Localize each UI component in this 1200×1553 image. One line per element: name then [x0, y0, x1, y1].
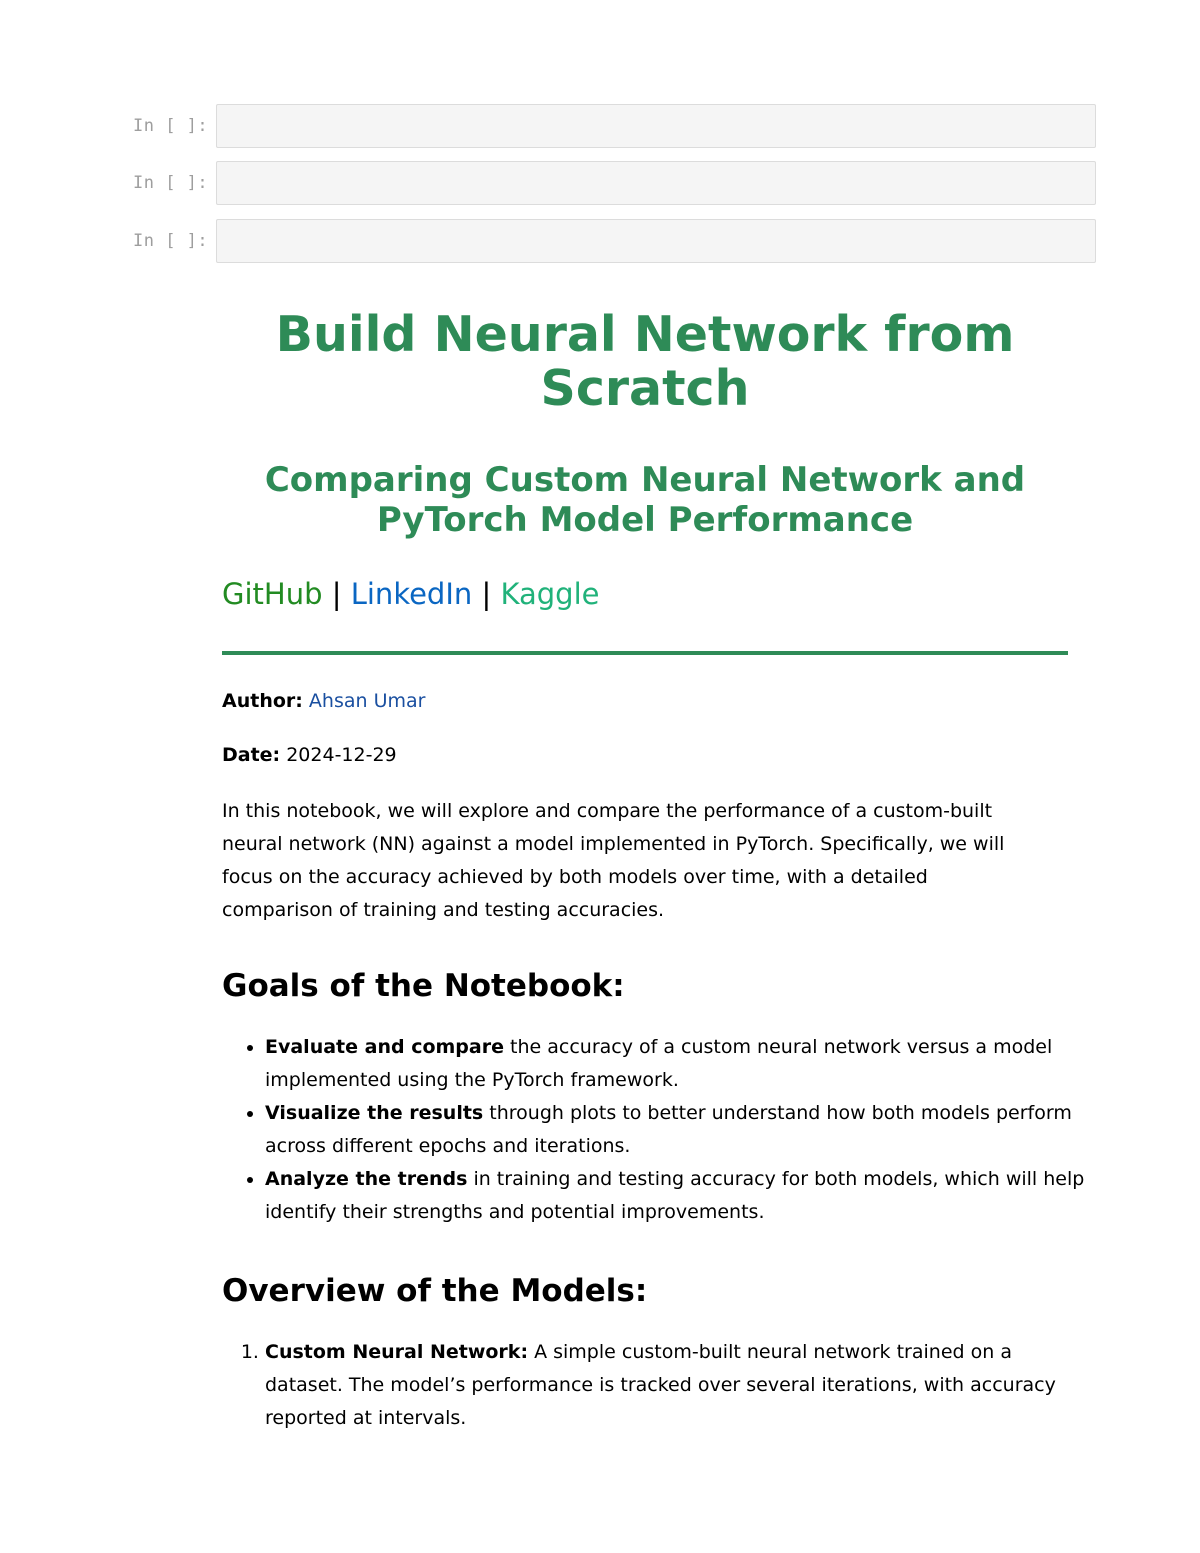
link-separator: |	[331, 577, 342, 611]
overview-heading: Overview of the Models:	[222, 1273, 648, 1309]
item-text: A simple custom-built neural network trained on a dataset. The model’s performance is tracked over several iterations, with accuracy reported at intervals.	[265, 1341, 1056, 1429]
cell-prompt: In [ ]:	[133, 173, 209, 193]
intro-paragraph: In this notebook, we will explore and compare the performance of a custom-built neural network (NN) against a model implemented in PyTorch. Specifically, we will focus on the accuracy achieved by both models over time, with a detailed comparison of training and testing accuracies.	[222, 800, 1005, 921]
link-separator: |	[481, 577, 492, 611]
author-line	[222, 687, 425, 715]
github-link[interactable]: GitHub	[222, 577, 323, 611]
social-links	[222, 574, 599, 614]
linkedin-link[interactable]: LinkedIn	[350, 577, 473, 611]
date-label: Date:	[222, 744, 281, 766]
goals-heading: Goals of the Notebook:	[222, 968, 625, 1004]
horizontal-divider	[222, 651, 1068, 655]
list-item	[265, 1336, 1085, 1435]
code-input[interactable]	[216, 161, 1096, 205]
page-title: Build Neural Network from Scratch	[275, 306, 1015, 417]
date-line	[222, 741, 397, 769]
goals-list	[222, 1031, 1085, 1229]
code-cell	[0, 161, 1200, 205]
item-bold: Custom Neural Network:	[265, 1341, 529, 1363]
item-bold: Visualize the results	[265, 1102, 484, 1124]
item-text: the accuracy of a custom neural network versus a model implemented using the PyTorch framework.	[265, 1036, 1053, 1091]
code-cell	[0, 104, 1200, 148]
item-text: in training and testing accuracy for both models, which will help identify their strengths and potential improvements.	[265, 1168, 1085, 1223]
item-bold: Analyze the trends	[265, 1168, 468, 1190]
cell-prompt: In [ ]:	[133, 116, 209, 136]
overview-list	[222, 1336, 1085, 1435]
date-value: 2024-12-29	[286, 744, 397, 766]
code-input[interactable]	[216, 219, 1096, 263]
list-item	[265, 1031, 1085, 1097]
code-cell	[0, 219, 1200, 263]
page-subtitle: Comparing Custom Neural Network and PyTorch Model Performance	[264, 460, 1026, 540]
kaggle-link[interactable]: Kaggle	[500, 577, 600, 611]
list-item	[265, 1097, 1085, 1163]
author-label: Author:	[222, 690, 303, 712]
item-text: through plots to better understand how both models perform across different epochs and iterations.	[265, 1102, 1072, 1157]
code-input[interactable]	[216, 104, 1096, 148]
item-bold: Evaluate and compare	[265, 1036, 504, 1058]
author-link[interactable]: Ahsan Umar	[308, 690, 426, 712]
cell-prompt: In [ ]:	[133, 231, 209, 251]
list-item	[265, 1163, 1085, 1229]
